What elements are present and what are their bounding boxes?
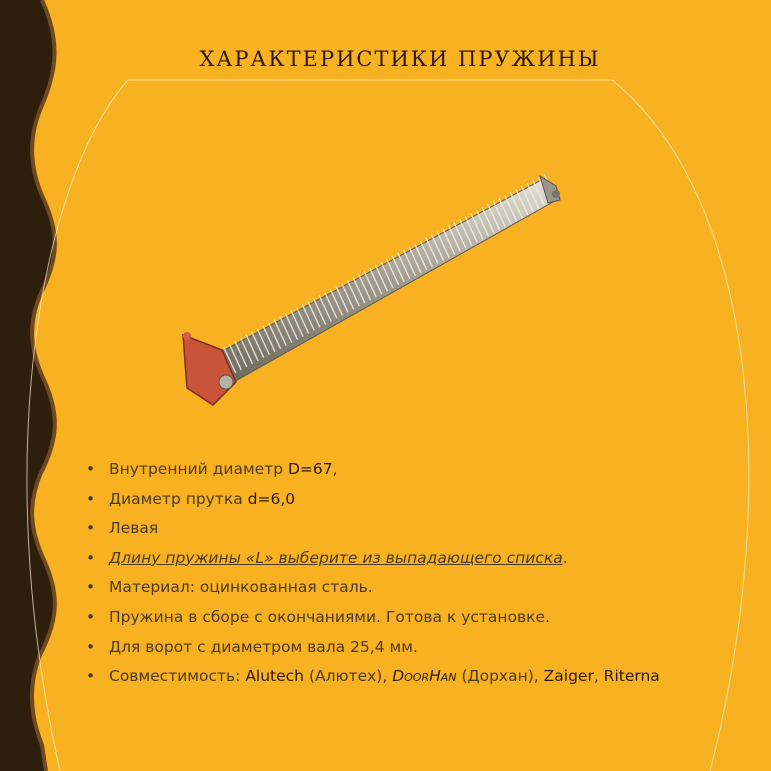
doorhan-h: H: [429, 667, 441, 686]
brand-doorhan: [392, 667, 456, 685]
spec-list: [86, 455, 766, 692]
brand-riterna: Riterna: [603, 667, 660, 686]
brand-zaiger: Zaiger: [543, 667, 594, 686]
list-item: [86, 455, 766, 485]
spec-text: Для ворот с диаметром вала 25,4 мм.: [109, 637, 418, 656]
spec-label: Внутренний диаметр: [109, 460, 288, 478]
spec-value: D=67: [288, 460, 333, 478]
spring-end-cone: [183, 332, 236, 405]
page-title: ХАРАКТЕРИСТИКИ ПРУЖИНЫ: [199, 47, 601, 71]
spec-suffix: .: [562, 548, 568, 567]
link-text-value: L: [255, 548, 265, 567]
list-item: [86, 662, 766, 692]
brand-alutech-ru: (Алютех),: [304, 667, 393, 686]
list-item: [86, 485, 766, 515]
list-item: [86, 603, 766, 633]
length-select-link[interactable]: [109, 549, 563, 567]
brand-alutech: Alutech: [245, 667, 305, 686]
brand-sep: ,: [593, 667, 604, 686]
spec-text: Пружина в сборе с окончаниями. Готова к установке.: [109, 607, 551, 626]
doorhan-an: AN: [440, 671, 457, 685]
spec-label: Диаметр прутка: [109, 489, 248, 508]
list-item: [86, 633, 766, 663]
list-item: [86, 514, 766, 544]
spring-body: [215, 174, 560, 383]
doorhan-d: D: [392, 667, 405, 686]
spec-label: Совместимость:: [109, 667, 246, 686]
list-item: [86, 573, 766, 603]
doorhan-oor: OOR: [404, 671, 430, 685]
brand-doorhan-ru: (Дорхан),: [456, 667, 544, 686]
link-text-pre: Длину пружины «: [109, 548, 256, 567]
list-item: [86, 544, 766, 574]
spec-suffix: ,: [332, 460, 338, 478]
link-text-post: » выберите из выпадающего списка: [264, 548, 563, 567]
spec-text: Левая: [109, 519, 159, 538]
spec-text: Материал: оцинкованная сталь.: [109, 578, 373, 597]
spec-value: d=6,0: [247, 489, 296, 508]
